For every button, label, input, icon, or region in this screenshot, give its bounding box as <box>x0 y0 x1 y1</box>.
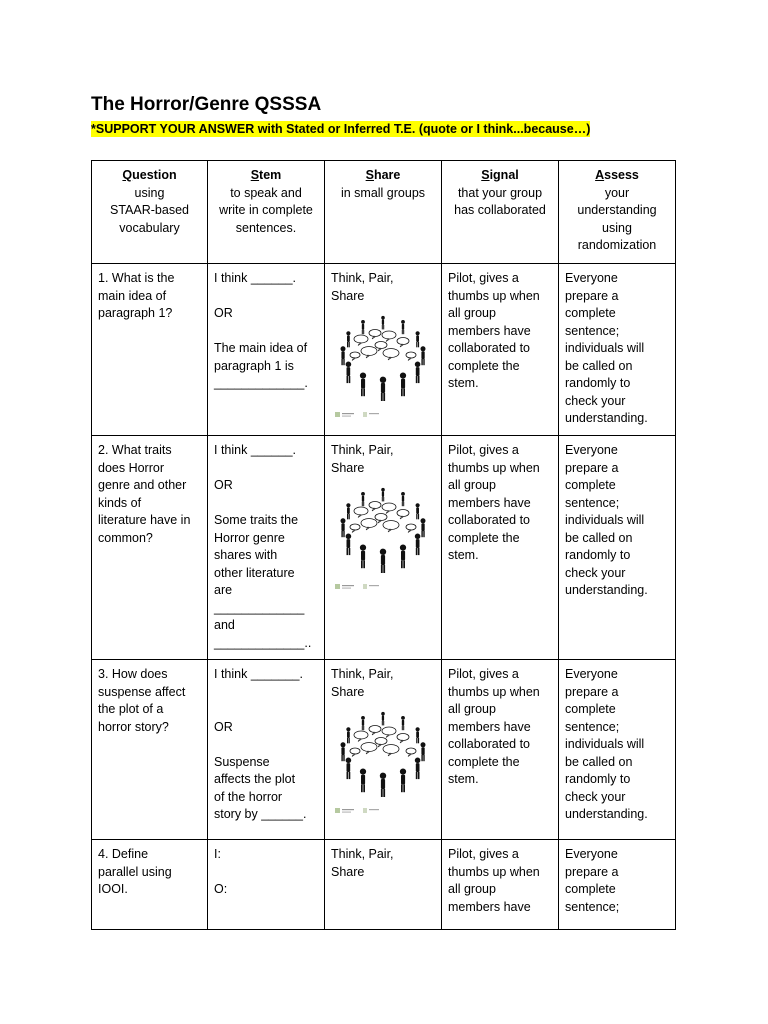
header-subtext: in small groups <box>340 185 426 200</box>
assess-text: Everyone <box>565 271 618 285</box>
stem-text <box>214 684 318 702</box>
question-text: main idea of <box>98 288 167 303</box>
question-text: 1. What is the <box>98 271 175 285</box>
assess-text: randomly to <box>565 772 631 786</box>
assess-text: sentence; <box>565 495 620 510</box>
stem-text: Some traits the <box>214 513 299 527</box>
assess-text: check your <box>565 789 626 804</box>
stem-text: OR <box>214 478 233 492</box>
question-text: the plot of a <box>98 702 164 716</box>
table-row <box>92 436 676 660</box>
share-text: Think, Pair, <box>331 847 394 861</box>
header-subtext: STAAR-based <box>110 203 189 217</box>
stem-text <box>214 495 318 513</box>
group-discussion-illustration <box>331 481 435 599</box>
support-text: SUPPORT YOUR ANSWER with Stated or Inferred T.E. (quote or I think...because…) <box>95 122 591 136</box>
stem-text: OR <box>214 306 233 320</box>
header-title: Share <box>365 168 401 182</box>
assess-text: complete <box>565 702 616 716</box>
question-text: parallel using <box>98 864 172 879</box>
signal-text: Pilot, gives a <box>448 271 519 285</box>
assess-text: understanding. <box>565 411 648 425</box>
think-pair-share-group-icon <box>331 481 435 593</box>
stem-text: affects the plot <box>214 772 296 786</box>
header-subtext: write in complete <box>219 203 313 217</box>
signal-text: Pilot, gives a <box>448 443 519 457</box>
question-text: does Horror <box>98 460 164 475</box>
signal-text: stem. <box>448 548 479 562</box>
header-subtext: understanding <box>577 203 657 217</box>
signal-cell <box>442 264 559 436</box>
stem-text: Suspense <box>214 754 270 769</box>
stem-text: O: <box>214 882 228 896</box>
share-cell <box>325 840 442 930</box>
assess-text: be called on <box>565 530 633 545</box>
stem-text: are <box>214 583 233 597</box>
signal-text: members have <box>448 899 531 914</box>
signal-text: all group <box>448 478 496 492</box>
signal-text: members have <box>448 495 531 510</box>
signal-text: all group <box>448 702 496 716</box>
header-subtext: vocabulary <box>119 220 180 235</box>
stem-text: Horror genre <box>214 530 285 545</box>
table-row <box>92 660 676 840</box>
question-text: 3. How does <box>98 667 168 681</box>
signal-text: thumbs up when <box>448 460 540 475</box>
assess-text: individuals will <box>565 513 645 527</box>
stem-text: I think _______. <box>214 667 303 681</box>
share-text: Think, Pair, <box>331 667 394 681</box>
stem-cell <box>208 660 325 840</box>
stem-cell <box>208 840 325 930</box>
header-signal <box>442 161 559 264</box>
question-text: 4. Define <box>98 847 149 861</box>
assess-text: complete <box>565 306 616 320</box>
table-row <box>92 264 676 436</box>
assess-text: prepare a <box>565 288 619 303</box>
assess-text: prepare a <box>565 864 619 879</box>
stem-text <box>214 736 318 754</box>
share-cell <box>325 436 442 660</box>
think-pair-share-group-icon <box>331 705 435 817</box>
signal-text: thumbs up when <box>448 288 540 303</box>
assess-cell <box>559 436 676 660</box>
stem-text <box>214 288 318 306</box>
assess-text: randomly to <box>565 376 631 390</box>
assess-cell <box>559 264 676 436</box>
share-text: Share <box>331 288 365 303</box>
stem-text: _____________.. <box>214 635 312 650</box>
question-cell <box>92 840 208 930</box>
group-discussion-illustration <box>331 705 435 823</box>
stem-text: shares with <box>214 548 278 562</box>
header-subtext: has collaborated <box>454 203 546 217</box>
assess-text: Everyone <box>565 667 618 681</box>
page-title: The Horror/Genre QSSSA <box>91 94 322 115</box>
assess-text: prepare a <box>565 684 619 699</box>
question-cell <box>92 264 208 436</box>
stem-cell <box>208 436 325 660</box>
stem-text: of the horror <box>214 789 283 804</box>
header-subtext: using <box>134 185 165 200</box>
share-cell <box>325 660 442 840</box>
share-text: Think, Pair, <box>331 443 394 457</box>
question-cell <box>92 436 208 660</box>
stem-text: _____________. <box>214 376 308 390</box>
signal-cell <box>442 660 559 840</box>
stem-text <box>214 864 318 882</box>
assess-text: randomly to <box>565 548 631 562</box>
header-row <box>92 161 676 264</box>
stem-text: I think ______. <box>214 443 297 457</box>
stem-text: I think ______. <box>214 271 297 285</box>
assess-text: check your <box>565 565 626 580</box>
stem-text: and <box>214 618 235 632</box>
assess-text: understanding. <box>565 583 648 597</box>
signal-text: collaborated to <box>448 737 531 751</box>
share-text: Share <box>331 864 365 879</box>
header-subtext: randomization <box>577 238 657 252</box>
question-text: horror story? <box>98 719 169 734</box>
assess-text: complete <box>565 882 616 896</box>
stem-text: other literature <box>214 565 295 580</box>
stem-text: _____________ <box>214 600 305 615</box>
header-title: Question <box>122 168 177 182</box>
signal-text: Pilot, gives a <box>448 667 519 681</box>
signal-text: Pilot, gives a <box>448 847 519 861</box>
header-share <box>325 161 442 264</box>
signal-text: thumbs up when <box>448 684 540 699</box>
signal-text: members have <box>448 719 531 734</box>
share-text: Share <box>331 460 365 475</box>
assess-text: understanding. <box>565 807 648 821</box>
header-subtext: sentences. <box>235 220 297 235</box>
header-assess <box>559 161 676 264</box>
assess-text: be called on <box>565 754 633 769</box>
signal-text: members have <box>448 323 531 338</box>
question-text: kinds of <box>98 495 142 510</box>
assess-text: prepare a <box>565 460 619 475</box>
question-cell <box>92 660 208 840</box>
stem-text <box>214 323 318 341</box>
support-instruction <box>91 122 590 136</box>
header-subtext: that your group <box>457 185 543 200</box>
header-title: Stem <box>250 168 282 182</box>
signal-cell <box>442 436 559 660</box>
question-text: paragraph 1? <box>98 306 173 320</box>
stem-text: OR <box>214 719 233 734</box>
stem-cell <box>208 264 325 436</box>
question-text: IOOI. <box>98 882 128 896</box>
header-subtext: your <box>604 185 630 200</box>
think-pair-share-group-icon <box>331 309 435 421</box>
share-cell <box>325 264 442 436</box>
table-row <box>92 840 676 930</box>
share-text: Share <box>331 684 365 699</box>
assess-text: sentence; <box>565 719 620 734</box>
header-title: Assess <box>595 168 639 182</box>
signal-text: complete the <box>448 530 520 545</box>
question-text: genre and other <box>98 478 187 492</box>
header-subtext: using <box>602 220 632 235</box>
signal-text: thumbs up when <box>448 864 540 879</box>
stem-text: I: <box>214 847 221 861</box>
assess-text: sentence; <box>565 323 620 338</box>
header-stem <box>208 161 325 264</box>
stem-text <box>214 701 318 719</box>
signal-text: complete the <box>448 754 520 769</box>
header-question <box>92 161 208 264</box>
share-text: Think, Pair, <box>331 271 394 285</box>
question-text: suspense affect <box>98 684 186 699</box>
signal-text: stem. <box>448 772 479 786</box>
signal-cell <box>442 840 559 930</box>
qsssa-table <box>91 160 676 930</box>
signal-text: all group <box>448 882 496 896</box>
stem-text: story by ______. <box>214 807 307 821</box>
assess-text: individuals will <box>565 737 645 751</box>
assess-text: Everyone <box>565 443 618 457</box>
assess-cell <box>559 660 676 840</box>
signal-text: collaborated to <box>448 513 531 527</box>
stem-text: The main idea of <box>214 341 308 355</box>
stem-text: paragraph 1 is <box>214 358 294 373</box>
header-title: Signal <box>481 168 519 182</box>
support-star: * <box>91 122 96 136</box>
signal-text: complete the <box>448 358 520 373</box>
group-discussion-illustration <box>331 309 435 427</box>
header-subtext: to speak and <box>230 185 302 200</box>
question-text: 2. What traits <box>98 443 172 457</box>
question-text: literature have in <box>98 513 191 527</box>
signal-text: stem. <box>448 376 479 390</box>
assess-text: be called on <box>565 358 633 373</box>
assess-text: check your <box>565 393 626 408</box>
signal-text: collaborated to <box>448 341 531 355</box>
question-text: common? <box>98 530 153 545</box>
assess-text: sentence; <box>565 899 620 914</box>
assess-text: Everyone <box>565 847 618 861</box>
stem-text <box>214 460 318 478</box>
assess-text: individuals will <box>565 341 645 355</box>
signal-text: all group <box>448 306 496 320</box>
assess-cell <box>559 840 676 930</box>
assess-text: complete <box>565 478 616 492</box>
